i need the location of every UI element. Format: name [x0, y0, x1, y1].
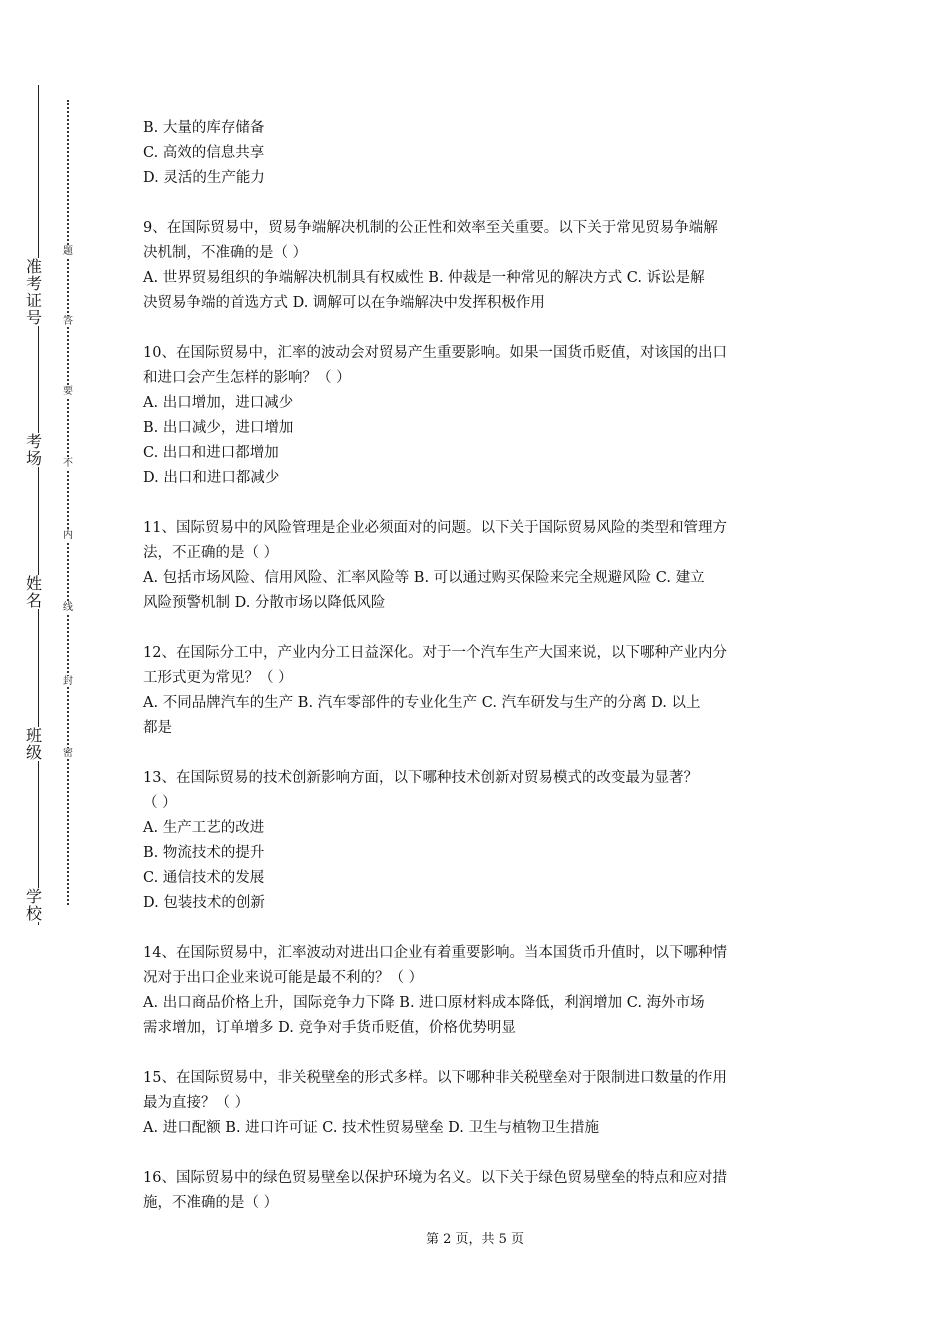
question-stem-line: （ ）	[143, 795, 177, 811]
exam-questions	[143, 116, 808, 1241]
question-stem-line: 15、在国际贸易中，非关税壁垒的形式多样。以下哪种非关税壁垒对于限制进口数量的作用	[143, 1070, 727, 1086]
option-line: D. 包装技术的创新	[143, 895, 265, 911]
question-block	[143, 1066, 808, 1141]
question-block	[143, 341, 808, 491]
seal-char: 不	[60, 458, 76, 469]
exam-number-label: 准考证号	[22, 258, 46, 326]
option-line: C. 高效的信息共享	[143, 145, 265, 161]
option-line: B. 大量的库存储备	[143, 120, 265, 136]
fill-in-line	[38, 85, 39, 925]
question-block	[143, 766, 808, 916]
question-stem-line: 10、在国际贸易中，汇率的波动会对贸易产生重要影响。如果一国货币贬值，对该国的出口	[143, 345, 727, 361]
option-line: B. 物流技术的提升	[143, 845, 265, 861]
option-line: A. 生产工艺的改进	[143, 820, 265, 836]
option-line: 都是	[143, 720, 172, 736]
seal-char: 题	[60, 246, 76, 257]
question-stem-line: 16、国际贸易中的绿色贸易壁垒以保护环境为名义。以下关于绿色贸易壁垒的特点和应对措	[143, 1170, 727, 1186]
question-block	[143, 941, 808, 1041]
question-block	[143, 516, 808, 616]
option-line: 风险预警机制 D. 分散市场以降低风险	[143, 595, 386, 611]
question-block	[143, 116, 808, 191]
seal-char: 封	[60, 676, 76, 687]
option-line: D. 出口和进口都减少	[143, 470, 280, 486]
option-line: 决贸易争端的首选方式 D. 调解可以在争端解决中发挥积极作用	[143, 295, 545, 311]
option-line: A. 包括市场风险、信用风险、汇率风险等 B. 可以通过购买保险来完全规避风险 C. 建立	[143, 570, 705, 586]
seal-char: 要	[60, 386, 76, 397]
option-line: A. 进口配额 B. 进口许可证 C. 技术性贸易壁垒 D. 卫生与植物卫生措施	[143, 1120, 600, 1136]
question-block	[143, 216, 808, 316]
question-stem-line: 况对于出口企业来说可能是最不利的？（ ）	[143, 970, 424, 986]
option-line: A. 不同品牌汽车的生产 B. 汽车零部件的专业化生产 C. 汽车研发与生产的分离 D. 以上	[143, 695, 701, 711]
option-line: B. 出口减少，进口增加	[143, 420, 294, 436]
page-number: 第 2 页，共 5 页	[425, 1232, 525, 1247]
question-stem-line: 9、在国际贸易中，贸易争端解决机制的公正性和效率至关重要。以下关于常见贸易争端解	[143, 220, 718, 236]
question-stem-line: 最为直接？（ ）	[143, 1095, 250, 1111]
class-label: 班级	[22, 727, 46, 761]
option-line: C. 通信技术的发展	[143, 870, 265, 886]
question-block	[143, 1166, 808, 1216]
seal-char: 线	[60, 602, 76, 613]
exam-room-label: 考场	[22, 433, 46, 467]
question-stem-line: 决机制，不准确的是（ ）	[143, 245, 308, 261]
question-block	[143, 641, 808, 741]
option-line: A. 世界贸易组织的争端解决机制具有权威性 B. 仲裁是一种常见的解决方式 C. 诉讼是解	[143, 270, 705, 286]
seal-char: 答	[60, 316, 76, 327]
seal-char: 内	[60, 530, 76, 541]
option-line: A. 出口商品价格上升，国际竞争力下降 B. 进口原材料成本降低，利润增加 C. 海外市场	[143, 995, 705, 1011]
question-stem-line: 11、国际贸易中的风险管理是企业必须面对的问题。以下关于国际贸易风险的类型和管理方	[143, 520, 727, 536]
question-stem-line: 14、在国际贸易中，汇率波动对进出口企业有着重要影响。当本国货币升值时，以下哪种情	[143, 945, 727, 961]
option-line: C. 出口和进口都增加	[143, 445, 279, 461]
question-stem-line: 和进口会产生怎样的影响？（ ）	[143, 370, 351, 386]
seal-char: 密	[60, 748, 76, 759]
option-line: D. 灵活的生产能力	[143, 170, 265, 186]
seal-dotted-line	[67, 100, 69, 905]
option-line: A. 出口增加，进口减少	[143, 395, 294, 411]
question-stem-line: 13、在国际贸易的技术创新影响方面，以下哪种技术创新对贸易模式的改变最为显著？	[143, 770, 698, 786]
question-stem-line: 法，不正确的是（ ）	[143, 545, 279, 561]
school-label: 学校	[22, 888, 46, 922]
binding-margin	[0, 0, 95, 1344]
question-stem-line: 施，不准确的是（ ）	[143, 1195, 279, 1211]
name-label: 姓名	[22, 575, 46, 609]
option-line: 需求增加，订单增多 D. 竞争对手货币贬值，价格优势明显	[143, 1020, 516, 1036]
question-stem-line: 12、在国际分工中，产业内分工日益深化。对于一个汽车生产大国来说，以下哪种产业内分	[143, 645, 727, 661]
question-stem-line: 工形式更为常见？（ ）	[143, 670, 293, 686]
